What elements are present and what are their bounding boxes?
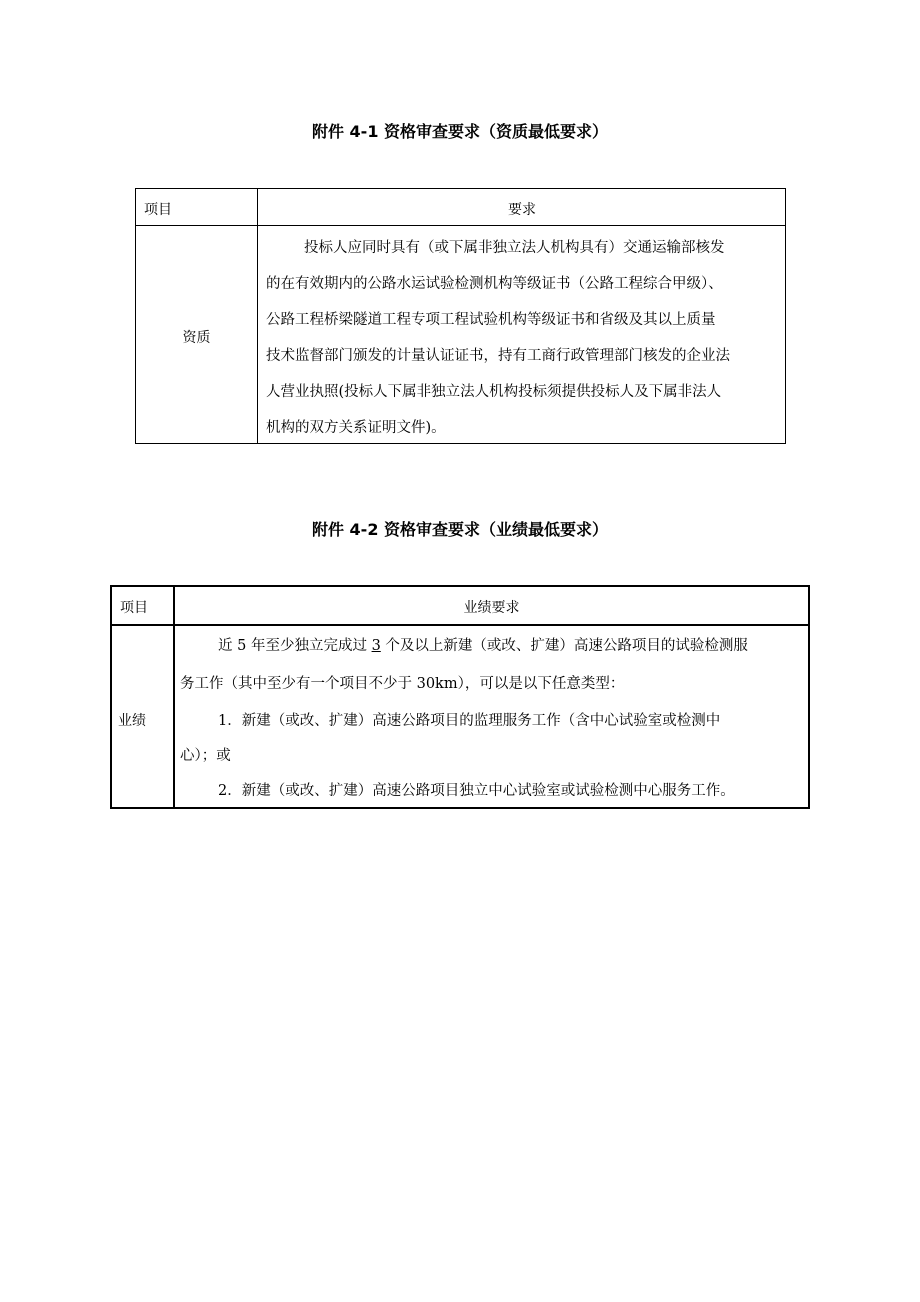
row-label: 资质 (182, 330, 211, 346)
header-item: 项目 (120, 600, 148, 616)
requirement-line: 投标人应同时具有（或下属非独立法人机构具有）交通运输部核发 (304, 240, 725, 256)
requirement-line: 技术监督部门颁发的计量认证证书，持有工商行政管理部门核发的企业法 (266, 348, 730, 364)
requirement-line: 公路工程桥梁隧道工程专项工程试验机构等级证书和省级及其以上质量 (266, 312, 716, 328)
line-suffix: 个及以上新建（或改、扩建）高速公路项目的试验检测服 (380, 638, 748, 654)
row-divider (136, 225, 785, 226)
requirement-line: 人营业执照(投标人下属非独立法人机构投标须提供投标人及下属非法人 (266, 384, 722, 400)
requirement-line: 2．新建（或改、扩建）高速公路项目独立中心试验室或试验检测中心服务工作。 (218, 783, 735, 799)
requirement-line: 心）；或 (180, 748, 231, 764)
header-requirement: 要求 (508, 202, 536, 218)
section2-title: 附件 4-2 资格审查要求（业绩最低要求） (311, 520, 609, 539)
requirement-line: 1．新建（或改、扩建）高速公路项目的监理服务工作（含中心试验室或检测中 (218, 713, 721, 729)
requirement-line (218, 634, 748, 655)
performance-table (110, 585, 810, 809)
line-prefix: 近 5 年至少独立完成过 (218, 638, 372, 654)
requirement-line: 的在有效期内的公路水运试验检测机构等级证书（公路工程综合甲级）、 (266, 276, 723, 292)
row-divider (112, 624, 808, 626)
header-item: 项目 (144, 202, 172, 218)
section1-title: 附件 4-1 资格审查要求（资质最低要求） (311, 122, 609, 141)
project-count: 3 (371, 638, 381, 654)
row-label: 业绩 (118, 713, 146, 729)
requirement-line: 机构的双方关系证明文件)。 (266, 420, 446, 436)
column-divider (173, 587, 175, 807)
header-requirement: 业绩要求 (463, 600, 520, 616)
qualification-table (135, 188, 786, 444)
column-divider (257, 189, 258, 443)
requirement-line: 务工作（其中至少有一个项目不少于 30km），可以是以下任意类型： (180, 676, 625, 692)
